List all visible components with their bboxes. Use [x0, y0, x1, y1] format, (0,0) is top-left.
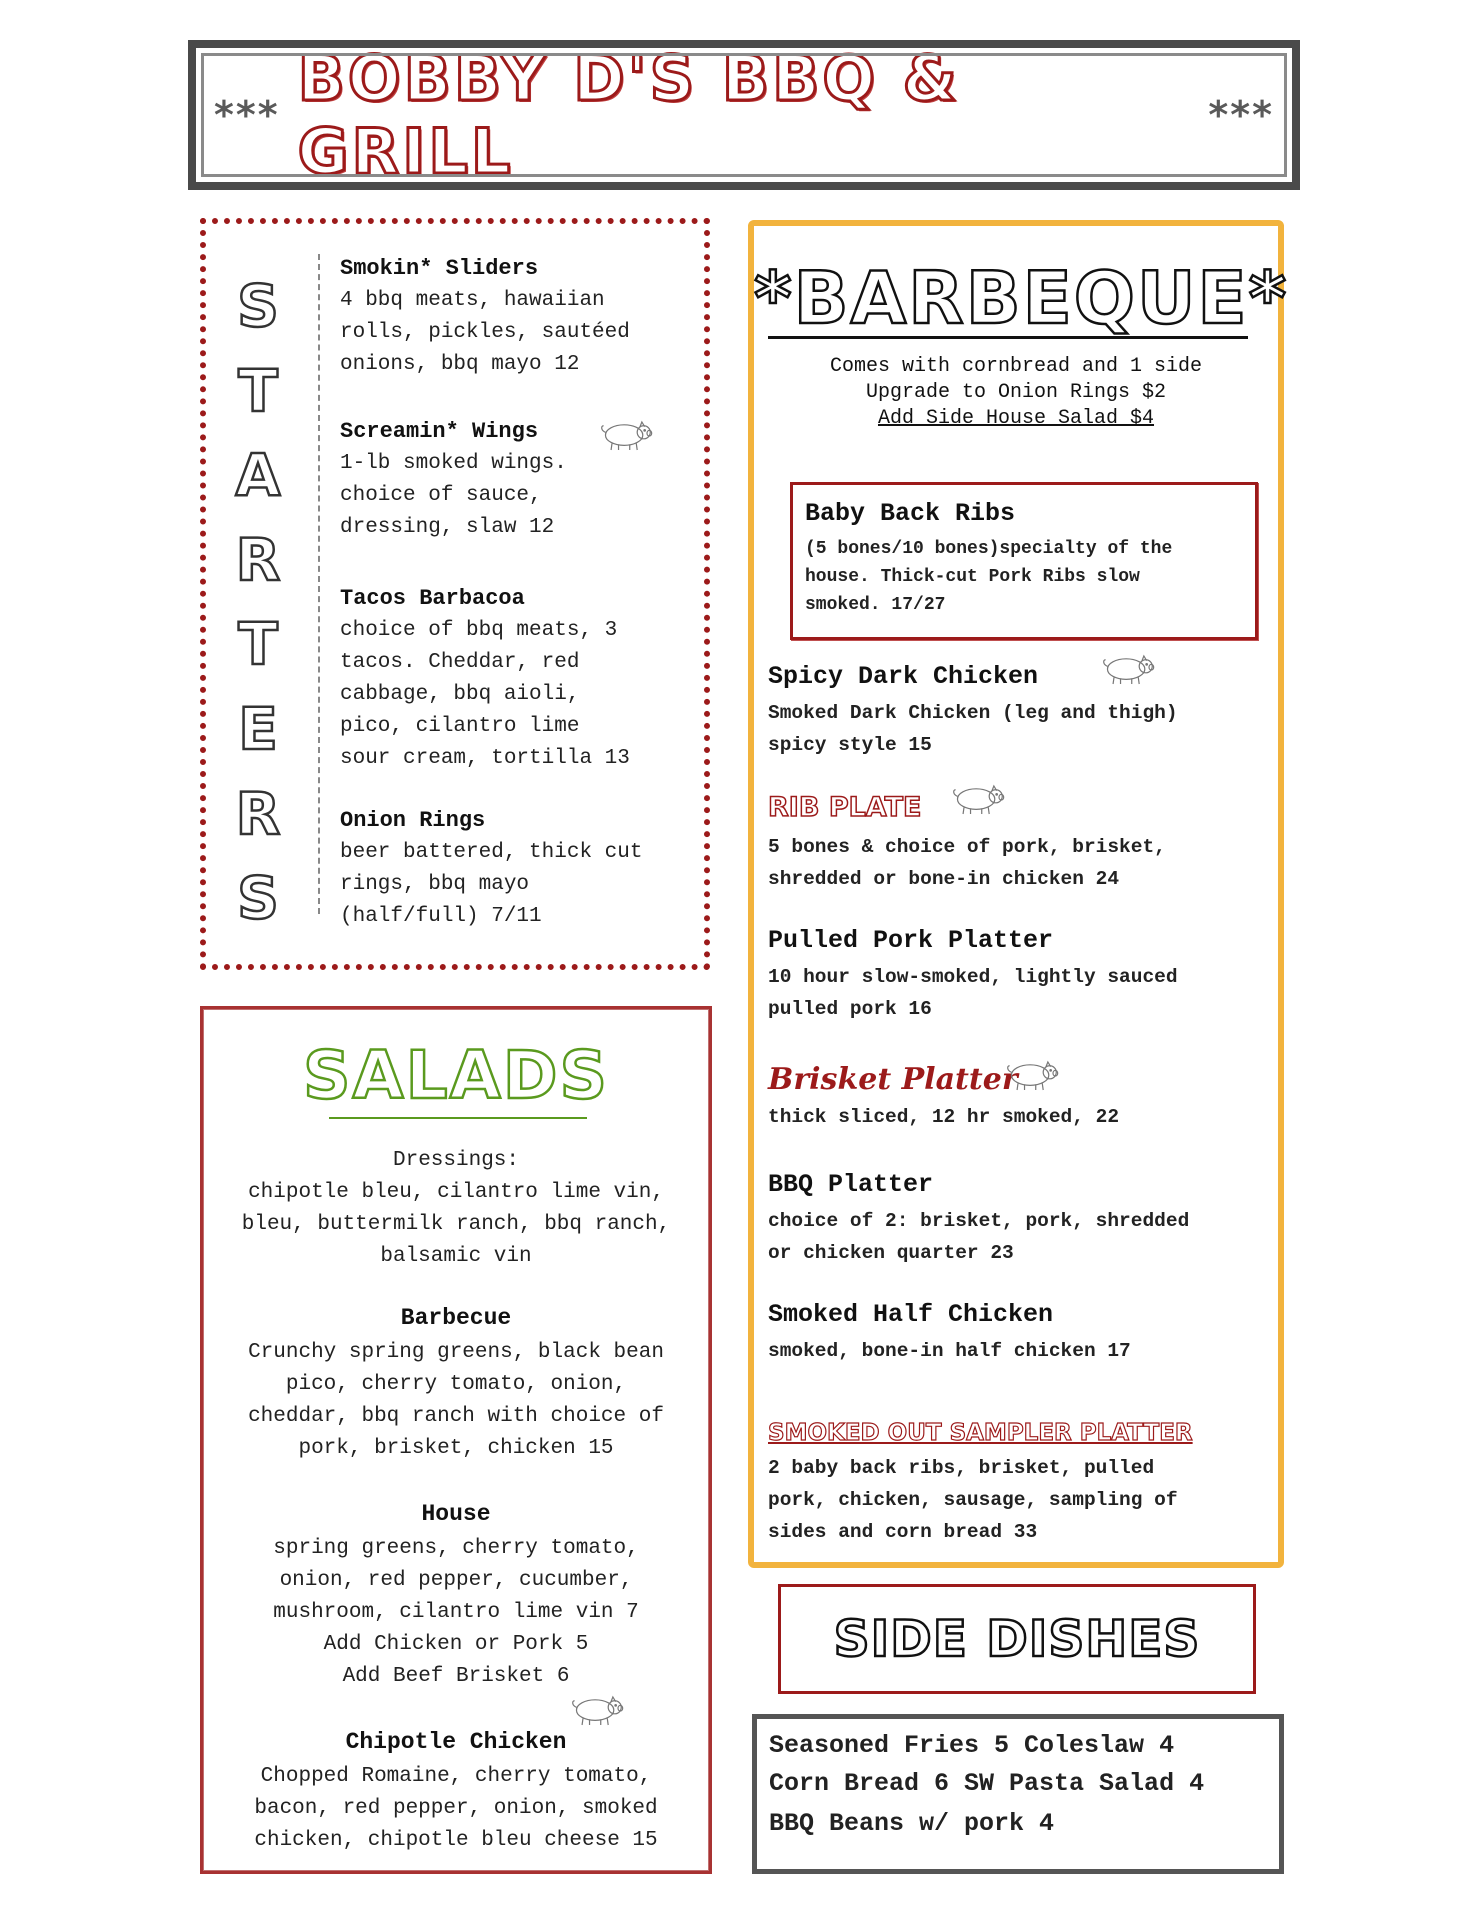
item-desc-line: pork, chicken, sausage, sampling of: [768, 1489, 1178, 1511]
item-desc-line: sour cream, tortilla 13: [340, 747, 630, 770]
menu-item: [768, 1170, 1268, 1269]
side-dish-line: Corn Bread 6 SW Pasta Salad 4: [769, 1769, 1205, 1798]
item-name: Pulled Pork Platter: [768, 926, 1054, 955]
side-dishes-list: [752, 1714, 1284, 1874]
item-desc-line: beer battered, thick cut: [340, 841, 643, 864]
item-desc-line: (half/full) 7/11: [340, 905, 542, 928]
pig-icon: [569, 1695, 625, 1727]
item-desc-line: onion, red pepper, cucumber,: [279, 1569, 633, 1592]
side-dish-line: Seasoned Fries 5 Coleslaw 4: [769, 1731, 1175, 1760]
item-desc-line: onions, bbq mayo 12: [340, 353, 580, 376]
starters-divider: [318, 254, 320, 914]
item-desc-line: choice of 2: brisket, pork, shredded: [768, 1210, 1190, 1232]
starters-heading-letter: A: [235, 441, 281, 510]
starters-heading-letter: T: [238, 610, 278, 679]
starters-heading-letter: S: [237, 272, 279, 340]
menu-item: [768, 1420, 1268, 1548]
item-desc: [805, 535, 1245, 619]
menu-item: [340, 586, 690, 775]
item-name: Screamin* Wings: [340, 419, 539, 444]
barbeque-title: *BARBEQUE*: [754, 256, 1289, 340]
item-desc-line: Crunchy spring greens, black bean: [248, 1341, 664, 1364]
barbeque-title-underline: [768, 336, 1248, 339]
featured-item-box: [790, 482, 1258, 640]
barbeque-note: Add Side House Salad $4: [877, 407, 1155, 430]
item-name: Brisket Platter: [768, 1062, 1018, 1097]
item-name: BBQ Platter: [768, 1170, 934, 1199]
item-name: Onion Rings: [340, 808, 486, 833]
item-desc-line: choice of bbq meats, 3: [340, 619, 618, 642]
dressing-line: bleu, buttermilk ranch, bbq ranch,: [241, 1213, 671, 1236]
item-desc-line: rings, bbq mayo: [340, 873, 530, 896]
header-stars-right: ***: [1208, 93, 1274, 137]
item-desc-line: 10 hour slow-smoked, lightly sauced: [768, 966, 1178, 988]
item-desc-line: spring greens, cherry tomato,: [273, 1537, 639, 1560]
side-dish-line: BBQ Beans w/ pork 4: [769, 1809, 1055, 1838]
item-desc-line: shredded or bone-in chicken 24: [768, 868, 1120, 890]
item-desc-line: or chicken quarter 23: [768, 1242, 1014, 1264]
menu-item: [203, 1729, 709, 1857]
item-desc-line: cabbage, bbq aioli,: [340, 683, 580, 706]
pig-icon: [1100, 654, 1156, 686]
dressing-line: balsamic vin: [380, 1245, 532, 1268]
item-name: Tacos Barbacoa: [340, 586, 525, 611]
item-desc-line: 4 bbq meats, hawaiian: [340, 289, 605, 312]
item-desc-line: pico, cherry tomato, onion,: [285, 1373, 627, 1396]
starters-heading-letter: E: [238, 694, 278, 763]
barbeque-note: Upgrade to Onion Rings $2: [865, 381, 1167, 404]
item-name: Baby Back Ribs: [805, 499, 1016, 528]
dressings-block: [203, 1145, 709, 1273]
item-desc-line: Add Chicken or Pork 5: [323, 1633, 589, 1656]
item-desc-line: 1-lb smoked wings.: [340, 452, 567, 475]
item-desc-line: smoked, bone-in half chicken 17: [768, 1340, 1131, 1362]
menu-item: [768, 1300, 1268, 1367]
barbeque-note: Comes with cornbread and 1 side: [829, 355, 1203, 378]
dressing-line: chipotle bleu, cilantro lime vin,: [248, 1181, 664, 1204]
menu-item: [203, 1305, 709, 1465]
item-desc-line: bacon, red pepper, onion, smoked: [254, 1797, 658, 1820]
item-desc-line: tacos. Cheddar, red: [340, 651, 580, 674]
item-desc-line: spicy style 15: [768, 734, 932, 756]
item-desc-line: Smoked Dark Chicken (leg and thigh): [768, 702, 1178, 724]
item-desc-line: Add Beef Brisket 6: [342, 1665, 570, 1688]
item-desc-line: thick sliced, 12 hr smoked, 22: [768, 1106, 1120, 1128]
item-desc-line: dressing, slaw 12: [340, 516, 555, 539]
item-name: Chipotle Chicken: [345, 1729, 567, 1755]
pig-icon: [598, 420, 654, 452]
item-desc-line: cheddar, bbq ranch with choice of: [248, 1405, 664, 1428]
starters-section: [200, 218, 710, 970]
starters-heading-letter: R: [235, 779, 281, 848]
item-desc-line: pork, brisket, chicken 15: [298, 1437, 614, 1460]
item-desc-line: 2 baby back ribs, brisket, pulled: [768, 1457, 1155, 1479]
item-desc-line: rolls, pickles, sautéed: [340, 321, 630, 344]
item-desc-line: house. Thick-cut Pork Ribs slow: [805, 567, 1140, 587]
item-desc-line: choice of sauce,: [340, 484, 542, 507]
pig-icon: [1004, 1060, 1060, 1092]
starters-heading-letter: R: [235, 525, 281, 594]
item-desc-line: sides and corn bread 33: [768, 1521, 1038, 1543]
salads-title: SALADS: [302, 1037, 610, 1114]
dressings-label: Dressings:: [392, 1149, 520, 1172]
starters-heading-letter: S: [237, 864, 279, 933]
menu-item: [340, 808, 690, 933]
side-dishes-heading-box: [778, 1584, 1256, 1694]
header-stars-left: ***: [214, 93, 280, 137]
item-desc-line: smoked. 17/27: [805, 595, 946, 615]
item-desc-line: chicken, chipotle bleu cheese 15: [254, 1829, 658, 1852]
starters-heading-letter: T: [238, 356, 278, 425]
menu-item: [768, 792, 1268, 895]
salads-section: [200, 1006, 712, 1874]
restaurant-title: BOBBY D'S BBQ & GRILL: [297, 42, 960, 188]
item-desc-line: Chopped Romaine, cherry tomato,: [260, 1765, 652, 1788]
menu-item: [203, 1501, 709, 1693]
item-desc-line: (5 bones/10 bones)specialty of the: [805, 539, 1173, 559]
menu-item: [768, 662, 1268, 761]
pig-icon: [950, 784, 1006, 816]
item-name: Spicy Dark Chicken: [768, 662, 1039, 691]
item-name: Smokin* Sliders: [340, 256, 539, 281]
item-name: SMOKED OUT SAMPLER PLATTER: [768, 1420, 1193, 1446]
item-desc-line: 5 bones & choice of pork, brisket,: [768, 836, 1166, 858]
salads-title-underline: [329, 1117, 587, 1119]
restaurant-header: [188, 40, 1300, 190]
starters-heading: [228, 264, 288, 941]
item-name: RIB PLATE: [768, 792, 922, 823]
side-dishes-title: SIDE DISHES: [833, 1610, 1201, 1668]
item-desc-line: pico, cilantro lime: [340, 715, 580, 738]
item-name: House: [421, 1501, 491, 1527]
item-desc-line: mushroom, cilantro lime vin 7: [273, 1601, 639, 1624]
item-desc-line: pulled pork 16: [768, 998, 932, 1020]
barbeque-section: [748, 220, 1289, 1568]
menu-item: [768, 926, 1268, 1025]
menu-item: [340, 256, 690, 381]
item-name: Barbecue: [400, 1305, 512, 1331]
item-name: Smoked Half Chicken: [768, 1300, 1054, 1329]
